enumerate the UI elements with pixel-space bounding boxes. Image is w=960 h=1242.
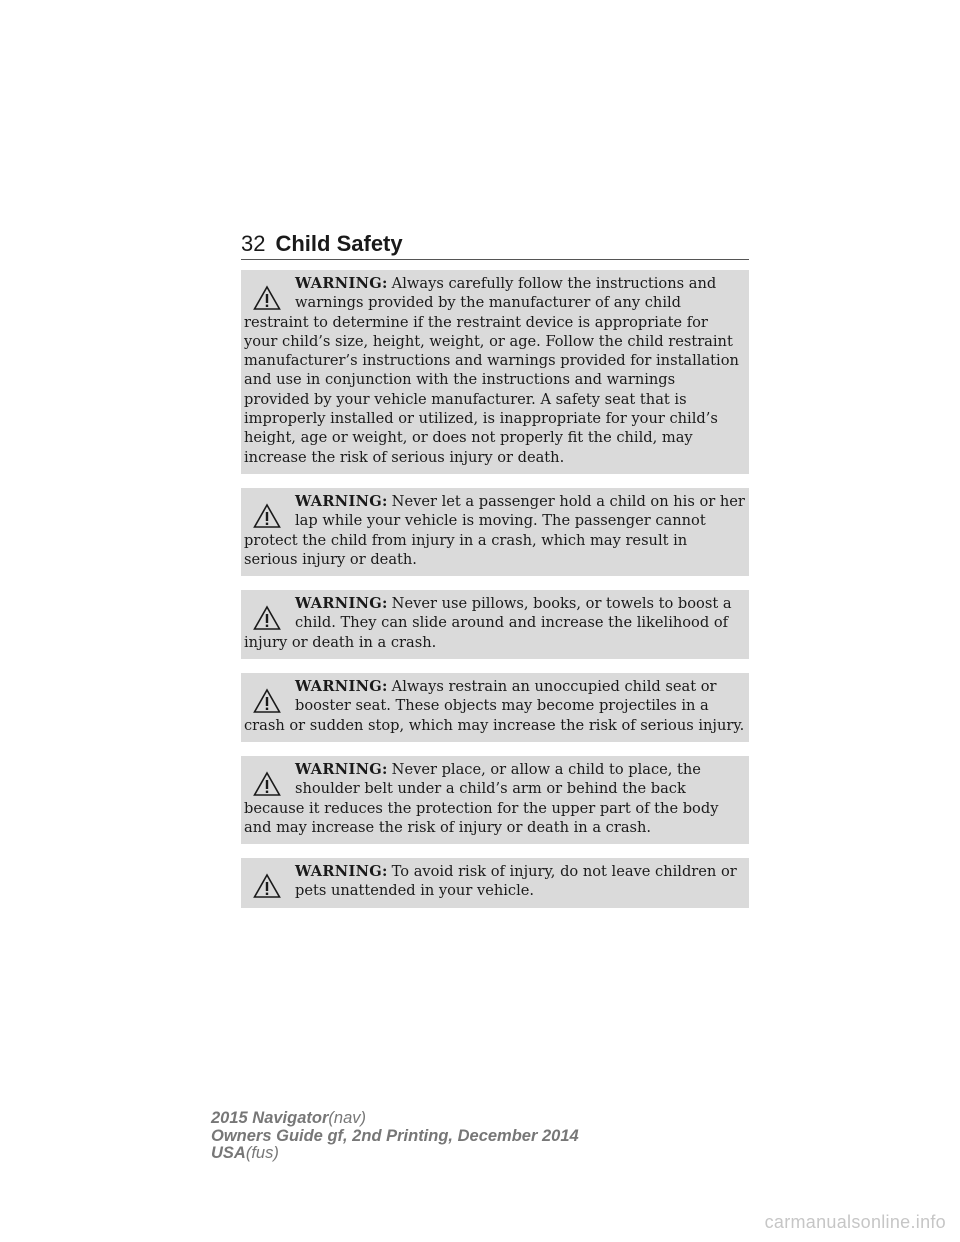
footer-line-market: [211, 1145, 711, 1163]
warning-text: To avoid risk of injury, do not leave children or pets unattended in your vehicle.: [295, 863, 737, 900]
footer-line-model: [211, 1110, 711, 1128]
warning-box: [241, 270, 749, 474]
footer-market: USA: [211, 1144, 246, 1162]
warning-label: WARNING:: [295, 678, 388, 696]
warning-triangle-icon: [253, 771, 281, 797]
page-header: [241, 229, 749, 260]
warning-label: WARNING:: [295, 863, 388, 881]
warning-label: WARNING:: [295, 275, 388, 292]
warning-box: [241, 488, 749, 576]
page-number: 32: [241, 231, 266, 256]
warning-triangle-icon: [253, 503, 281, 529]
footer-market-code: (fus): [245, 1144, 279, 1162]
footer-line-guide: [211, 1128, 711, 1146]
warning-text: Always restrain an unoccupied child seat or booster seat. These objects may become projectiles in a crash or sudden stop, which may increase the risk of serious injury.: [244, 678, 745, 734]
warning-text: Never use pillows, books, or towels to boost a child. They can slide around and increase the likelihood of injury or death in a crash.: [244, 595, 732, 651]
document-footer: [211, 1110, 711, 1163]
warning-box: [241, 858, 749, 908]
footer-model: 2015 Navigator: [211, 1109, 329, 1127]
footer-guide: Owners Guide gf, 2nd Printing, December 2014: [211, 1126, 579, 1145]
warning-triangle-icon: [253, 688, 281, 714]
warnings-list: [241, 270, 749, 922]
warning-text: Never let a passenger hold a child on his or her lap while your vehicle is moving. The passenger cannot protect the child from injury in a crash, which may result in serious injury or death.: [244, 492, 745, 568]
site-watermark: carmanualsonline.info: [764, 1212, 946, 1232]
warning-triangle-icon: [253, 605, 281, 631]
footer-model-code: (nav): [328, 1109, 366, 1127]
warning-text: Always carefully follow the instructions and warnings provided by the manufacturer of any child restraint to determine if the restraint device is appropriate for your child’s size, height, weight, or age. Follow the child restraint manufacturer’s instructions and warnings provided for installation and use in conjunction with the instructions and warnings provided by your vehicle manufacturer. A safety seat that is improperly installed or utilized, is inappropriate for your child’s height, age or weight, or does not properly fit the child, may increase the risk of serious injury or death.: [244, 275, 739, 466]
section-title: Child Safety: [275, 231, 403, 256]
warning-label: WARNING:: [295, 595, 388, 613]
warning-text: Never place, or allow a child to place, the shoulder belt under a child’s arm or behind the back because it reduces the protection for the upper part of the body and may increase the risk of injury or death in a crash.: [244, 760, 719, 836]
warning-triangle-icon: [253, 285, 281, 311]
warning-triangle-icon: [253, 873, 281, 899]
warning-label: WARNING:: [295, 492, 388, 510]
warning-label: WARNING:: [295, 760, 388, 778]
warning-box: [241, 590, 749, 659]
warning-box: [241, 756, 749, 844]
warning-box: [241, 673, 749, 742]
